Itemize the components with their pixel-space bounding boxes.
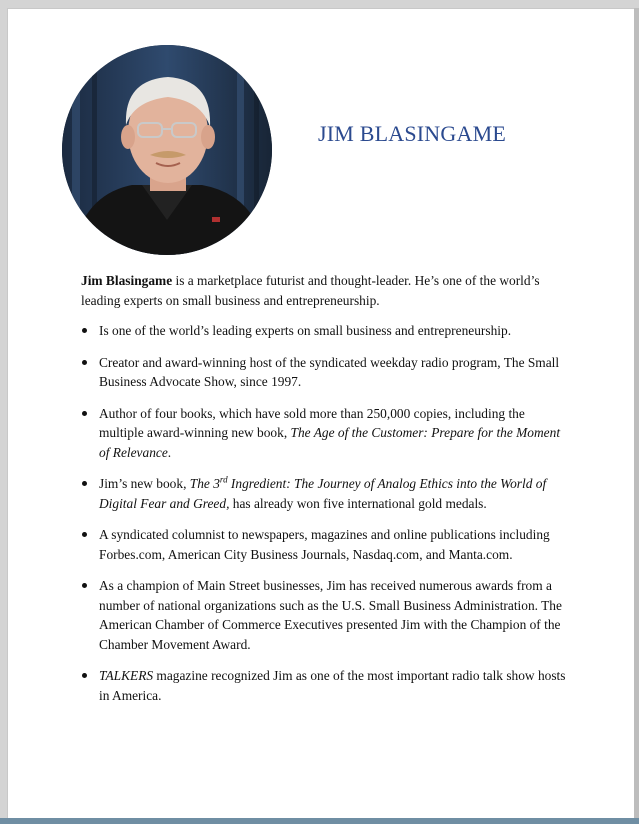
page-shadow (634, 8, 639, 818)
list-item (81, 321, 571, 341)
page-title: JIM BLASINGAME (318, 121, 506, 146)
list-item (81, 666, 571, 705)
magazine-title: TALKERS (99, 668, 154, 683)
portrait-icon (62, 45, 272, 255)
list-item-text: Jim’s new book, (99, 476, 190, 491)
list-item (81, 353, 571, 392)
document-page (7, 8, 634, 818)
list-item (81, 576, 571, 654)
list-item-text: As a champion of Main Street businesses, Jim has received numerous awards from a number of national organizations such as the U.S. Small Business Administration. The American Chamber of Commerce Executives presented Jim with the Champion of the Chamber Movement Award. (99, 578, 562, 652)
list-item-text: has already won five international gold medals. (229, 495, 487, 511)
book-title-part: Ingredient: The Journey of Analog Ethics into the World of Digital Fear and Greed, (99, 476, 547, 511)
list-item-text: Creator and award-winning host of the syndicated weekday radio program, The Small Business Advocate Show, since 1997. (99, 354, 560, 389)
window-bottom-bar (0, 818, 639, 824)
list-item (81, 474, 571, 513)
list-item-text: magazine recognized Jim as one of the most important radio talk show hosts in America. (99, 668, 566, 703)
intro-paragraph (81, 271, 561, 310)
list-item-text: Is one of the world’s leading experts on small business and entrepreneurship. (99, 323, 512, 338)
intro-name: Jim Blasingame (81, 273, 173, 288)
book-title: The Age of the Customer: Prepare for the Moment of Relevance (99, 425, 561, 460)
list-item-text: . (167, 444, 172, 460)
bullet-list (81, 321, 571, 717)
ordinal-suffix: rd (219, 474, 228, 485)
intro-text: is a marketplace futurist and thought-leader. He’s one of the world’s leading experts on small business and entrepreneurship. (81, 273, 540, 308)
list-item (81, 404, 571, 463)
portrait-photo (62, 45, 272, 255)
list-item-text: Author of four books, which have sold more than 250,000 copies, including the multiple award-winning new book, (99, 405, 525, 440)
list-item-text: A syndicated columnist to newspapers, magazines and online publications including Forbes.com, American City Business Journals, Nasdaq.com, and Manta.com. (99, 527, 550, 562)
list-item (81, 525, 571, 564)
book-title-part: The 3 (189, 476, 220, 491)
